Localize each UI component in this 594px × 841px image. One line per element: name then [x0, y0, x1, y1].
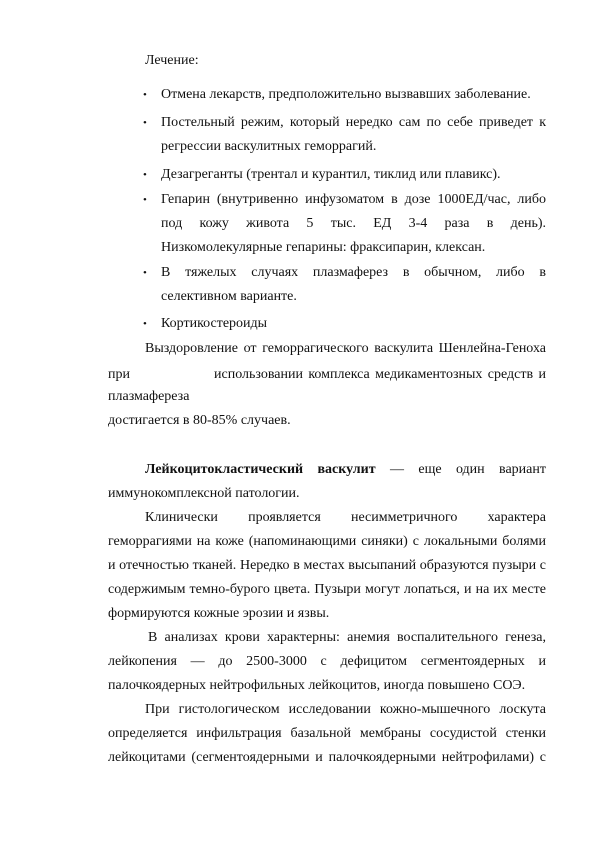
- recovery-line: Выздоровление от геморрагического васкулита Шенлейна-Геноха: [145, 341, 546, 356]
- recovery-line: достигается в 80-85% случаев.: [108, 413, 291, 428]
- recovery-line: при: [108, 367, 130, 382]
- treatment-item-3: [161, 163, 546, 187]
- clinical-line: Клинически проявляется несимметричного характера: [145, 510, 546, 525]
- bullet-marker: •: [143, 267, 147, 279]
- leuko-term: Лейкоцитокластический васкулит: [145, 462, 376, 477]
- treatment-item-line: селективном варианте.: [161, 289, 297, 304]
- histology-line: определяется инфильтрация базальной мембраны сосудистой стенки: [108, 726, 546, 741]
- treatment-item-line: под кожу живота 5 тыс. ЕД 3-4 раза в день).: [161, 216, 546, 231]
- histology-line: лейкоцитами (сегментоядерными и палочкоядерными нейтрофилами) с: [108, 750, 546, 765]
- bullet-marker: •: [143, 89, 147, 101]
- clinical-line: содержимым темно-бурого цвета. Пузыри могут лопаться, и на их месте: [108, 582, 546, 597]
- blood-line: лейкопения — до 2500-3000 с дефицитом сегментоядерных и: [108, 654, 546, 669]
- bullet-marker: •: [143, 117, 147, 129]
- histology-line: При гистологическом исследовании кожно-мышечного лоскута: [145, 702, 546, 717]
- treatment-item-line: Дезагреганты (трентал и курантил, тиклид или плавикс).: [161, 167, 501, 182]
- treatment-item-1: [161, 83, 546, 107]
- blood-line: В анализах крови характерны: анемия воспалительного генеза,: [148, 630, 546, 645]
- treatment-item-line: Низкомолекулярные гепарины: фраксипарин, клексан.: [161, 240, 486, 255]
- clinical-line: формируются кожные эрозии и язвы.: [108, 606, 330, 621]
- bullet-marker: •: [143, 194, 147, 206]
- clinical-line: геморрагиями на коже (напоминающими синяки) с локальными болями: [108, 534, 546, 549]
- leuko-intro-line: [145, 458, 546, 482]
- blood-line: палочкоядерных нейтрофильных лейкоцитов, иногда повышено СОЭ.: [108, 678, 526, 693]
- treatment-item-line: Отмена лекарств, предположительно вызвавших заболевание.: [161, 87, 531, 102]
- treatment-item-2: [161, 111, 546, 159]
- treatment-item-6: [161, 312, 546, 336]
- bullet-marker: •: [143, 169, 147, 181]
- treatment-item-line: Кортикостероиды: [161, 316, 268, 331]
- treatment-item-line: регрессии васкулитных геморрагий.: [161, 139, 377, 154]
- treatment-item-5: [161, 261, 546, 309]
- treatment-item-line: Постельный режим, который нередко сам по себе приведет к: [161, 115, 546, 130]
- leuko-line: иммунокомплексной патологии.: [108, 486, 300, 501]
- recovery-line: плазмафереза: [108, 389, 190, 404]
- treatment-item-line: Гепарин (внутривенно инфузоматом в дозе 1000ЕД/час, либо: [161, 192, 546, 207]
- treatment-heading: Лечение:: [145, 53, 199, 68]
- treatment-item-line: В тяжелых случаях плазмаферез в обычном, либо в: [161, 265, 546, 280]
- treatment-item-4: [161, 188, 546, 260]
- bullet-marker: •: [143, 318, 147, 330]
- leuko-intro-rest: — еще один вариант: [389, 462, 546, 477]
- clinical-line: и отечностью тканей. Нередко в местах высыпаний образуются пузыри с: [108, 558, 546, 573]
- recovery-line: использовании комплекса медикаментозных средств и: [214, 367, 546, 382]
